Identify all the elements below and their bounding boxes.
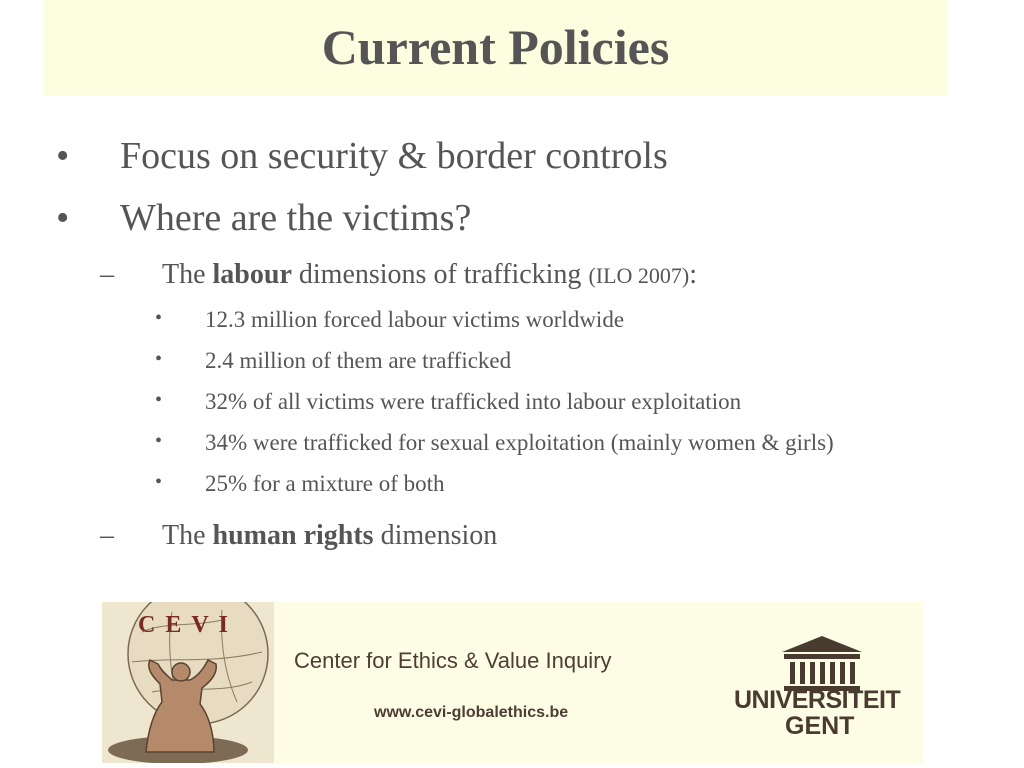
bullet-text: Where are the victims? [120,197,472,239]
bullet-marker: • [56,135,70,177]
text-bold: human rights [212,520,374,551]
website-url: www.cevi-globalethics.be [374,704,569,721]
bullet-marker: • [155,471,163,493]
list-item-text: 25% for a mixture of both [205,471,445,496]
text-pre: The [162,520,213,551]
list-item-text: 34% were trafficked for sexual exploitation (mainly women & girls) [205,430,834,455]
title-band [44,0,947,96]
sub-bullet-text [162,259,697,291]
text-bold: labour [212,259,292,290]
bullet-marker: • [155,307,163,329]
dash-marker: – [100,259,114,290]
bullet-text: Focus on security & border controls [120,135,668,177]
atlas-globe-illustration [102,602,274,763]
center-name: Center for Ethics & Value Inquiry [294,648,612,673]
citation: (ILO 2007) [588,263,690,288]
university-name-line2: GENT [785,712,855,740]
bullet-marker: • [155,430,163,452]
list-item-text: 32% of all victims were trafficked into labour exploitation [205,389,742,414]
bullet-marker: • [155,389,163,411]
university-name-line1: UNIVERSITEIT [734,686,901,714]
bullet-marker: • [155,348,163,370]
bullet-marker: • [56,197,70,239]
dash-marker: – [100,520,114,551]
text-end: : [689,259,698,290]
footer-banner [102,602,923,763]
slide-title: Current Policies [321,19,670,75]
list-item-text: 12.3 million forced labour victims worldwide [205,307,625,332]
text-post: dimension [373,520,498,551]
text-post: dimensions of trafficking [291,259,589,290]
cevi-logo-text: CEVI [137,612,238,638]
sub-bullet-text [162,520,497,552]
list-item-text: 2.4 million of them are trafficked [205,348,512,373]
text-pre: The [162,259,213,290]
